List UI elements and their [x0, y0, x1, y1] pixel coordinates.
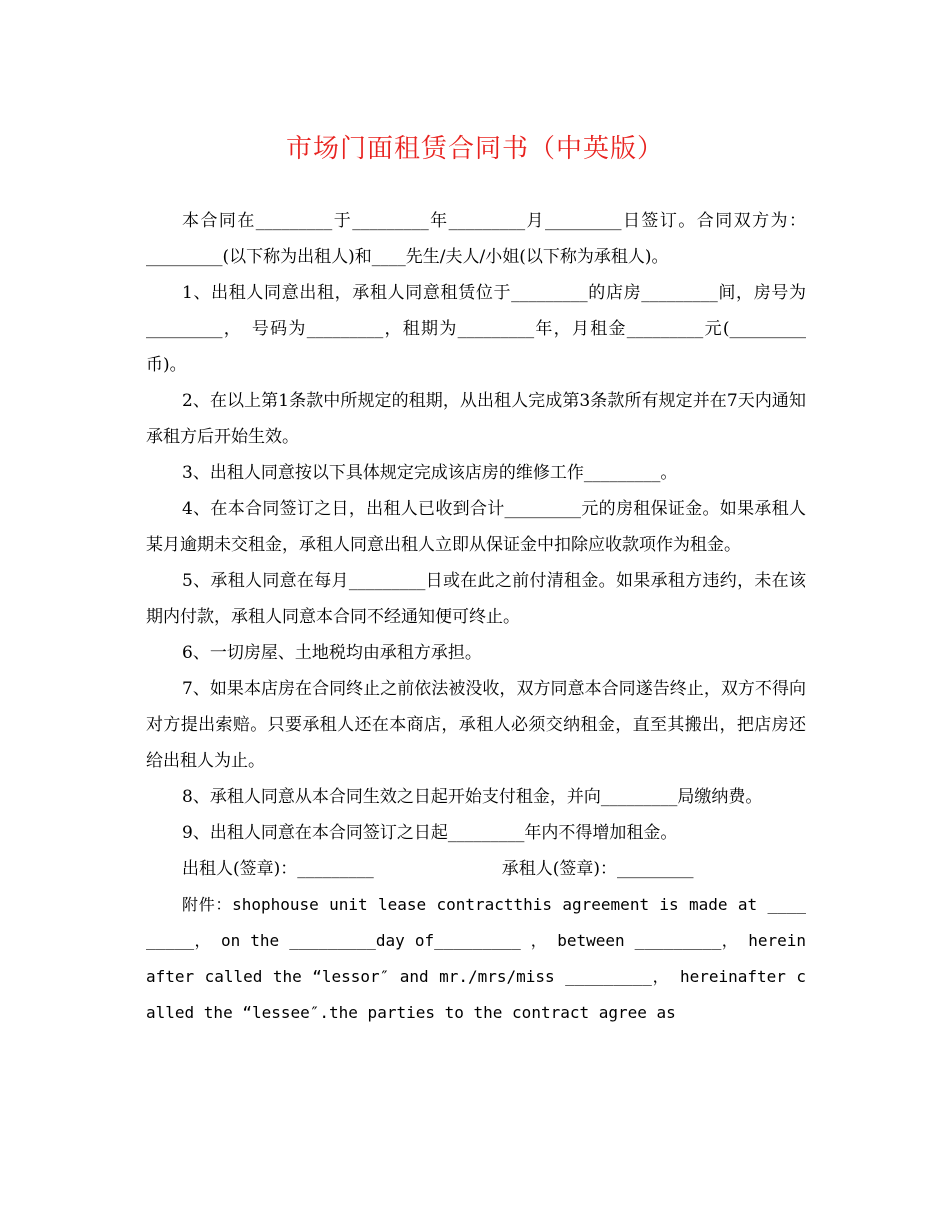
paragraph-clause-7: 7、如果本店房在合同终止之前依法被没收，双方同意本合同遂告终止，双方不得向对方提出索赔。只要承租人还在本商店，承租人必须交纳租金，直至其搬出，把店房还给出租人为止。	[146, 679, 806, 771]
paragraph-clause-9: 9、出租人同意在本合同签订之日起_________年内不得增加租金。	[182, 823, 678, 843]
document-body	[146, 203, 806, 1031]
paragraph-clause-8: 8、承租人同意从本合同生效之日起开始支付租金，并向_________局缴纳费。	[182, 787, 763, 807]
paragraph-clause-2: 2、在以上第1条款中所规定的租期，从出租人完成第3条款所有规定并在7天内通知承租方后开始生效。	[146, 391, 806, 447]
annex-english-text: 附件：shophouse unit lease contractthis agreement is made at _________， on the _________day of_________ ， between _________， hereinafter called the “lessor″ and mr./mrs/miss _________， hereinafter called the “lessee″.the parties to the contract agree as	[146, 895, 806, 1022]
paragraph-clause-5: 5、承租人同意在每月_________日或在此之前付清租金。如果承租方违约，未在该期内付款，承租人同意本合同不经通知便可终止。	[146, 571, 806, 627]
lessor-signature: 出租人(签章)：_________	[182, 859, 374, 879]
document-title: 市场门面租赁合同书（中英版）	[285, 134, 664, 164]
paragraph-clause-4: 4、在本合同签订之日，出租人已收到合计_________元的房租保证金。如果承租人某月逾期未交租金，承租人同意出租人立即从保证金中扣除应收款项作为租金。	[146, 499, 806, 555]
paragraph-intro: 本合同在_________于_________年_________月_________日签订。合同双方为：_________(以下称为出租人)和____先生/夫人/小姐(以下称为承租人)。	[146, 211, 806, 267]
paragraph-clause-1: 1、出租人同意出租，承租人同意租赁位于_________的店房_________间，房号为_________， 号码为_________，租期为_________年，月租金_________元(_________币)。	[146, 283, 806, 375]
signature-row	[146, 851, 806, 887]
paragraph-clause-3: 3、出租人同意按以下具体规定完成该店房的维修工作_________。	[182, 463, 678, 483]
paragraph-clause-6: 6、一切房屋、土地税均由承租方承担。	[182, 643, 482, 663]
lessee-signature: 承租人(签章)：_________	[501, 859, 694, 879]
